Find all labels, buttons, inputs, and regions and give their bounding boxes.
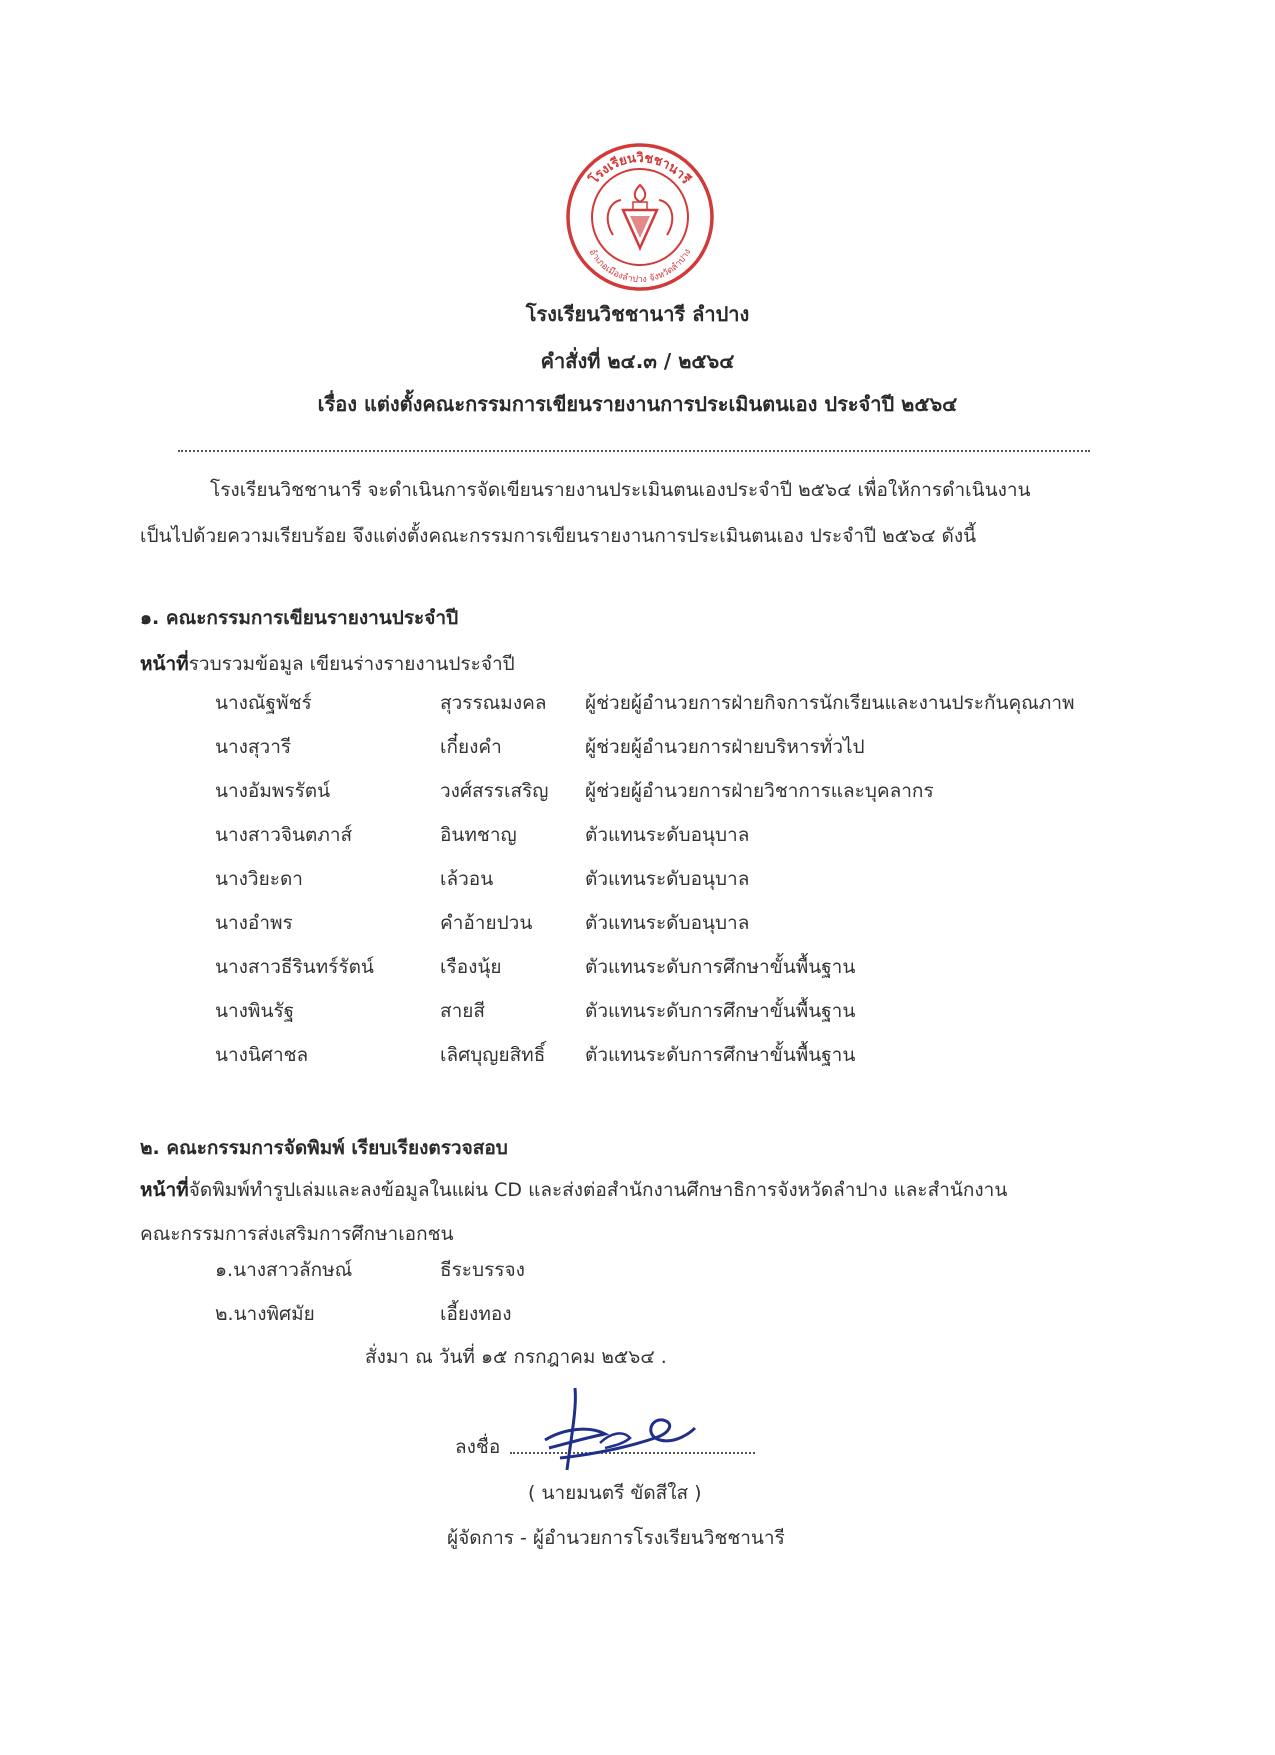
signer-name: ( นายมนตรี ขัดสีใส ) xyxy=(528,1482,702,1504)
section-1-duty-label: หน้าที่ xyxy=(140,653,189,675)
seal-bottom-text: อำเภอเมืองลำปาง จังหวัดลำปาง xyxy=(586,247,694,286)
order-number: คำสั่งที่ ๒๔.๓ / ๒๕๖๔ xyxy=(540,349,735,373)
section-2-duty xyxy=(140,1168,1140,1256)
signer-title: ผู้จัดการ - ผู้อำนวยการโรงเรียนวิชชานารี xyxy=(447,1527,785,1549)
school-name: โรงเรียนวิชชานารี ลำปาง xyxy=(525,302,750,326)
sign-label: ลงชื่อ xyxy=(455,1436,501,1458)
intro-line-2: เป็นไปด้วยความเรียบร้อย จึงแต่งตั้งคณะกรรมการเขียนรายงานการประเมินตนเอง ประจำปี ๒๕๖๔ ดังนี้ xyxy=(140,525,977,547)
order-subject: เรื่อง แต่งตั้งคณะกรรมการเขียนรายงานการประเมินตนเอง ประจำปี ๒๕๖๔ xyxy=(317,392,958,416)
section-2-duty-label: หน้าที่ xyxy=(140,1179,189,1201)
order-date: สั่งมา ณ วันที่ ๑๕ กรกฎาคม ๒๕๖๔ . xyxy=(365,1346,667,1368)
signature-image xyxy=(505,1378,705,1478)
seal-top-text: โรงเรียนวิชชานารี xyxy=(586,151,694,188)
header-divider xyxy=(178,450,1090,452)
school-seal-icon xyxy=(563,140,717,294)
section-1-duty-text: รวบรวมข้อมูล เขียนร่างรายงานประจำปี xyxy=(188,653,515,675)
intro-line-1: โรงเรียนวิชชานารี จะดำเนินการจัดเขียนรายงานประเมินตนเองประจำปี ๒๕๖๔ เพื่อให้การดำเนินงาน xyxy=(210,479,1031,501)
document-page: โรงเรียนวิชชานารี อำเภอเมืองลำปาง จังหวัดลำปาง โรงเรียนวิชชานารี ลำปาง คำสั่งที่ ๒๔.๓ / ๒๕๖๔ เรื่อง แต่งตั้งคณะกรรมการเขียนรายงานการประเมินตนเอง ประจำปี ๒๕๖๔ โรงเรียนวิชชานารี จะดำเนินการจัดเขียนรายงานประเมินตนเองประจำปี ๒๕๖๔ เพื่อให้การดำเนินงาน เป็นไปด้วยความเรียบร้อย จึงแต่งตั้งคณะกรรมการเขียนรายงานการประเมินตนเอง ประจำปี ๒๕๖๔ ดังนี้ ๑. คณะกรรมการเขียนรายงานประจำปี หน้าที่รวบรวมข้อมูล เขียนร่างรายงานประจำปี นางณัฐพัชร์ สุวรรณมงคล ผู้ช่วยผู้อำนวยการฝ่ายกิจการนักเรียนและงานประกันคุณภาพ นางสุวารี เกี๋ยงคำ ผู้ช่วยผู้อำนวยการฝ่ายบริหารทั่วไป นางอัมพรรัตน์ วงศ์สรรเสริญ ผู้ช่วยผู้อำนวยการฝ่ายวิชาการและบุคลากร นางสาวจินตภาส์ อินทชาญ ตัวแทนระดับอนุบาล นางวิยะดา เล้วอน ตัวแทนระดับอนุบาล นางอำพร คำอ้ายปวน ตัวแทนระดับอนุบาล นางสาวธีรินทร์รัตน์ เรืองนุ้ย ตัวแทนระดับการศึกษาขั้นพื้นฐาน นางพินรัฐ สายสี ตัวแทนระดับการศึกษาขั้นพื้นฐาน นางนิศาชล เลิศบุญยสิทธิ์ ตัวแทนระดับการศึกษาขั้นพื้นฐาน ๒. คณะกรรมการจัดพิมพ์ เรียบเรียงตรวจสอบ หน้าที่จัดพิมพ์ทำรูปเล่มและลงข้อมูลในแผ่น CD และส่งต่อสำนักงานศึกษาธิการจังหวัดลำปาง และสำนักงาน คณะกรรมการส่งเสริมการศึกษาเอกชน ๑.นางสาวลักษณ์ ธีระบรรจง ๒.นางพิศมัย เอี้ยงทอง สั่งมา ณ วันที่ ๑๕ กรกฎาคม ๒๕๖๔ . ลงชื่อ ( นายมนตรี ขัดสีใส ) ผู้จัดการ - ผู้อำนวยการโรงเรียนวิชชานารี xyxy=(0,0,1275,1755)
section-1-title: ๑. คณะกรรมการเขียนรายงานประจำปี xyxy=(140,607,459,629)
section-2-duty-line-1: หน้าที่จัดพิมพ์ทำรูปเล่มและลงข้อมูลในแผ่น CD และส่งต่อสำนักงานศึกษาธิการจังหวัดลำปาง และสำนักงาน xyxy=(140,1179,1008,1201)
section-2-title: ๒. คณะกรรมการจัดพิมพ์ เรียบเรียงตรวจสอบ xyxy=(140,1137,508,1159)
intro-paragraph xyxy=(140,467,1140,559)
section-2-duty-line-2: คณะกรรมการส่งเสริมการศึกษาเอกชน xyxy=(140,1223,454,1245)
section-1-duty xyxy=(140,642,1140,686)
